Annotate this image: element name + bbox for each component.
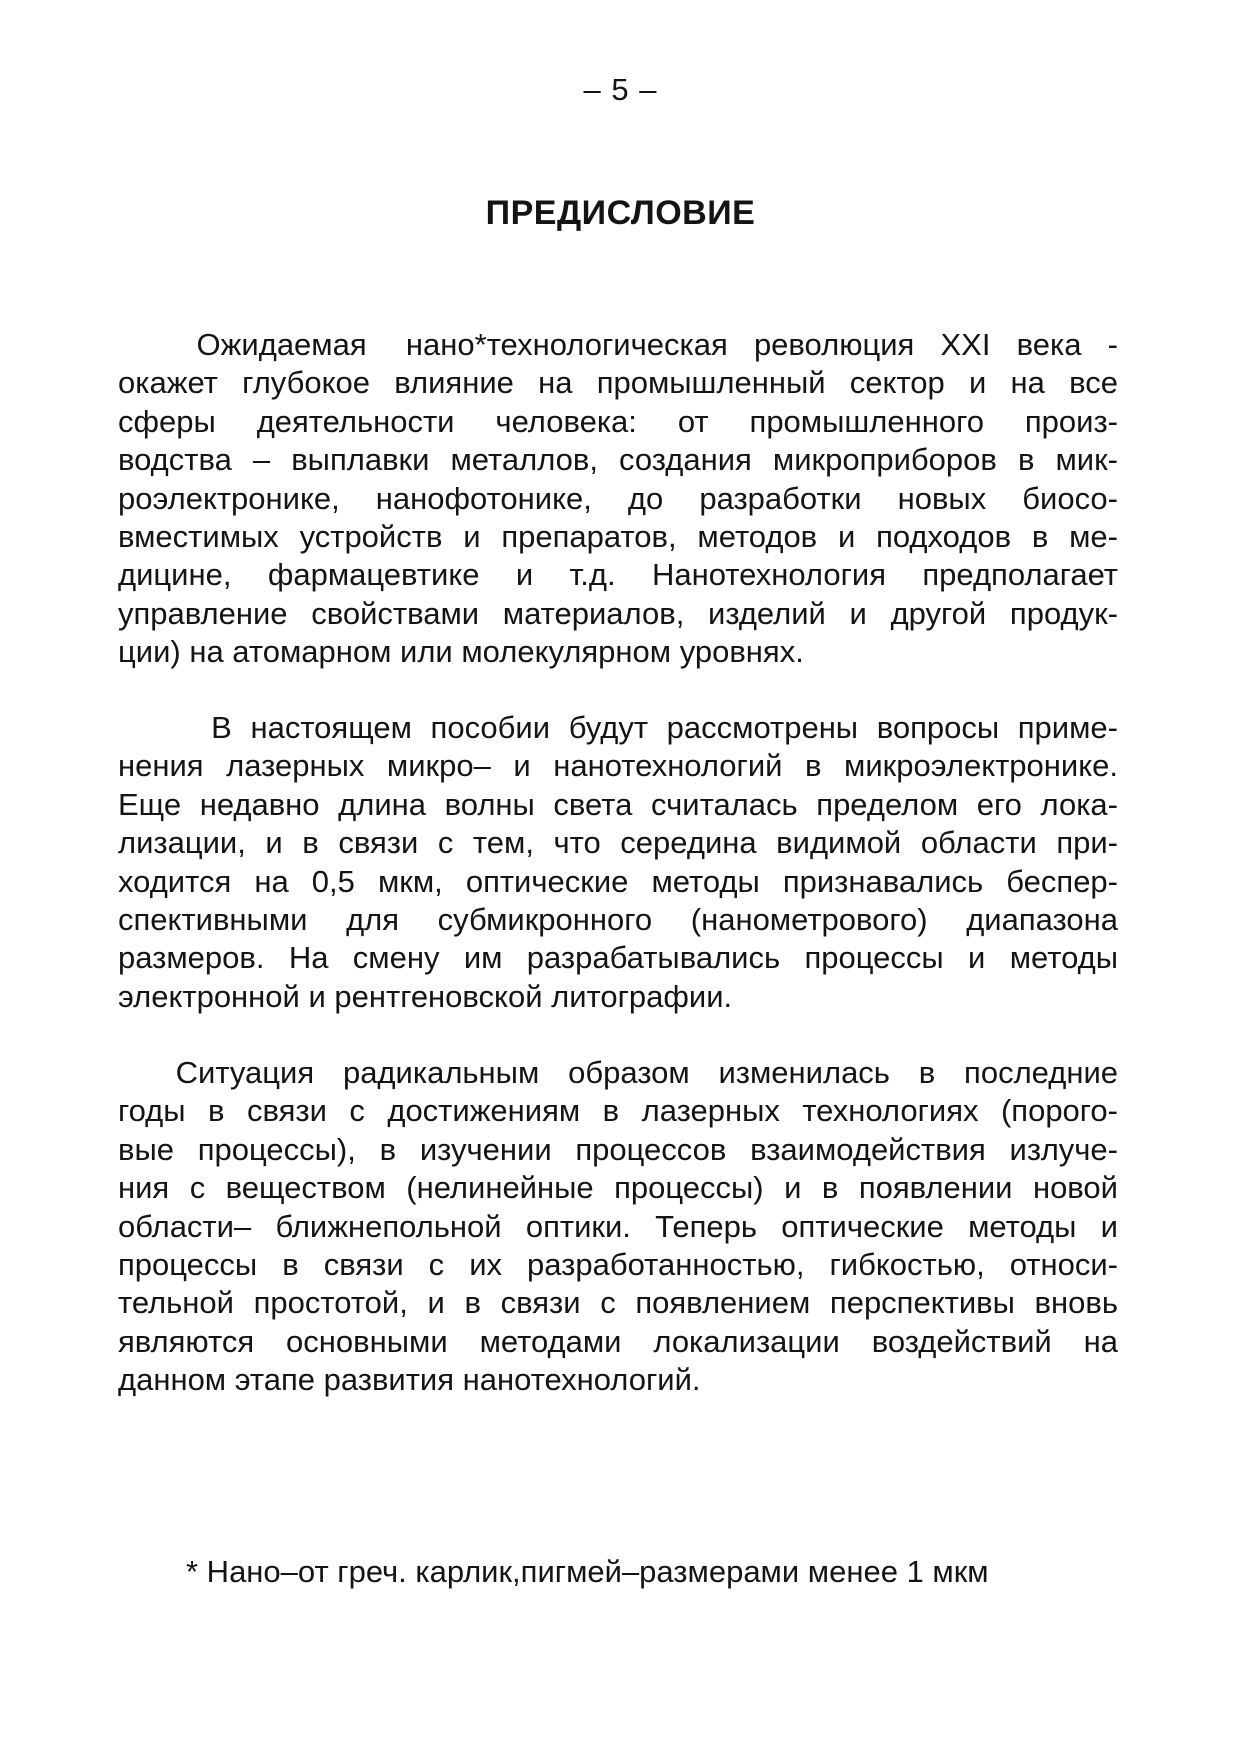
text-line: Ожидаемая нано*технологическая революция XXI века - <box>118 327 1118 362</box>
paragraph-intro <box>118 326 1118 672</box>
text-line: вые процессы), в изучении процессов взаимодействия излуче- <box>118 1131 1118 1167</box>
paragraph-manual-scope <box>118 709 1118 1016</box>
text-line: размеров. На смену им разрабатывались процессы и методы <box>118 940 1118 976</box>
text-line: тельной простотой, и в связи с появлением перспективы вновь <box>118 1285 1118 1321</box>
text-line: нения лазерных микро– и нанотехнологий в микроэлектронике. <box>118 748 1118 784</box>
text-line: Еще недавно длина волны света считалась пределом его лока- <box>118 786 1118 822</box>
text-line: управление свойствами материалов, изделий и другой продук- <box>118 595 1118 631</box>
text-line: спективными для субмикронного (нанометрового) диапазона <box>118 901 1118 937</box>
text-line: окажет глубокое влияние на промышленный сектор и на все <box>118 365 1118 401</box>
page-title: ПРЕДИСЛОВИЕ <box>485 194 756 232</box>
paragraph-situation <box>118 1054 1118 1400</box>
footnote: * Нано–от греч. карлик,пигмей–размерами менее 1 мкм <box>186 1554 989 1589</box>
page-number: – 5 – <box>583 72 658 107</box>
text-line: Ситуация радикальным образом изменилась в последние <box>118 1055 1118 1090</box>
text-line: ции) на атомарном или молекулярном уровнях. <box>118 634 804 670</box>
text-line: данном этапе развития нанотехнологий. <box>118 1362 701 1398</box>
text-line: В настоящем пособии будут рассмотрены вопросы приме- <box>118 710 1118 745</box>
text-line: роэлектронике, нанофотонике, до разработки новых биосо- <box>118 480 1118 516</box>
text-line: процессы в связи с их разработанностью, гибкостью, относи- <box>118 1246 1118 1282</box>
text-line: лизации, и в связи с тем, что середина видимой области при- <box>118 825 1118 861</box>
text-line: дицине, фармацевтике и т.д. Нанотехнология предполагает <box>118 557 1118 593</box>
text-line: водства – выплавки металлов, создания микроприборов в мик- <box>118 442 1118 478</box>
text-line: электронной и рентгеновской литографии. <box>118 978 733 1014</box>
text-line: вместимых устройств и препаратов, методов и подходов в ме- <box>118 518 1118 554</box>
text-line: годы в связи с достижениям в лазерных технологиях (порого- <box>118 1093 1118 1129</box>
text-line: области– ближнепольной оптики. Теперь оптические методы и <box>118 1208 1118 1244</box>
text-line: сферы деятельности человека: от промышленного произ- <box>118 403 1118 439</box>
text-line: ния с веществом (нелинейные процессы) и в появлении новой <box>118 1170 1118 1206</box>
text-line: являются основными методами локализации воздействий на <box>118 1323 1118 1359</box>
text-line: ходится на 0,5 мкм, оптические методы признавались беспер- <box>118 863 1118 899</box>
